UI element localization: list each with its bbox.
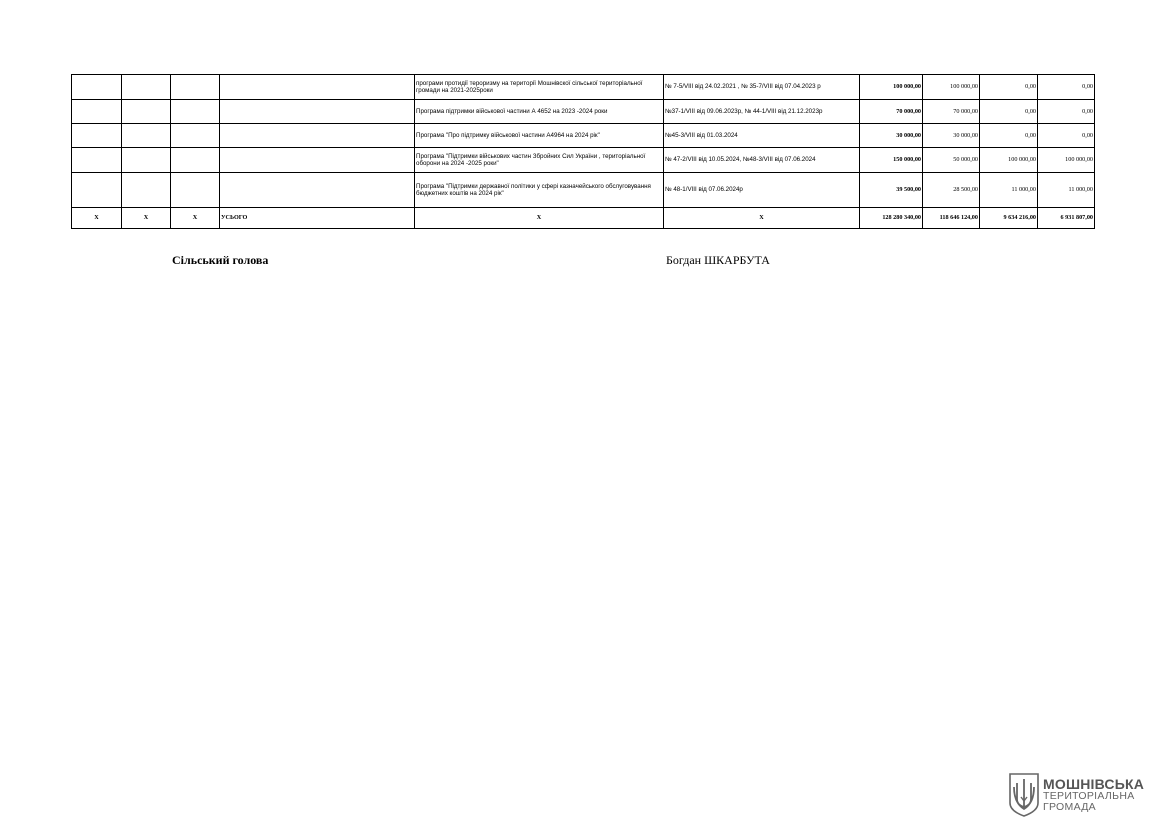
function-code-cell — [122, 173, 171, 208]
total-cell: 150 000,00 — [860, 148, 923, 173]
function-code-cell — [122, 148, 171, 173]
totals-row — [72, 208, 1095, 229]
logo-text — [1043, 777, 1144, 814]
totals-x-cell: X — [415, 208, 664, 229]
totals-x-cell: X — [72, 208, 122, 229]
general-fund-cell: 50 000,00 — [923, 148, 980, 173]
decision-cell: № 7-5/VIII від 24.02.2021 , № 35-7/VIII від 07.04.2023 р — [664, 75, 860, 100]
total-cell: 39 500,00 — [860, 173, 923, 208]
program-name-cell: Програма "Підтримки державної політики у сфері казначейського обслуговування бюджетних коштів на 2024 рік" — [415, 173, 664, 208]
decision-cell: № 47-2/VIII від 10.05.2024, №48-3/VIII від 07.06.2024 — [664, 148, 860, 173]
program-name-cell: програми протидії тероризму на території Мошнівскої сільської територіальної громади на 2021-2025роки — [415, 75, 664, 100]
program-code-cell — [72, 173, 122, 208]
special-fund-cell: 0,00 — [980, 75, 1038, 100]
general-fund-cell: 70 000,00 — [923, 100, 980, 124]
program-code-cell — [72, 75, 122, 100]
totals-label: УСЬОГО — [220, 208, 415, 229]
total-cell: 70 000,00 — [860, 100, 923, 124]
budget-name-cell — [220, 75, 415, 100]
logo-line-2: ТЕРИТОРІАЛЬНА — [1043, 790, 1135, 803]
logo-line-3: ГРОМАДА — [1043, 801, 1096, 814]
fkvkb-code-cell — [171, 75, 220, 100]
community-logo — [1009, 772, 1149, 818]
development-budget-cell: 0,00 — [1038, 100, 1095, 124]
grand-total-cell: 128 280 340,00 — [860, 208, 923, 229]
budget-name-cell — [220, 124, 415, 148]
signature-title: Сільський голова — [172, 253, 269, 267]
function-code-cell — [122, 75, 171, 100]
fkvkb-code-cell — [171, 148, 220, 173]
totals-x-cell: X — [664, 208, 860, 229]
general-fund-cell: 30 000,00 — [923, 124, 980, 148]
development-budget-total-cell: 6 931 807,00 — [1038, 208, 1095, 229]
program-code-cell — [72, 100, 122, 124]
special-fund-cell: 11 000,00 — [980, 173, 1038, 208]
total-cell: 30 000,00 — [860, 124, 923, 148]
special-fund-cell: 0,00 — [980, 124, 1038, 148]
budget-programs-table — [71, 74, 1095, 229]
development-budget-cell: 0,00 — [1038, 124, 1095, 148]
special-fund-cell: 100 000,00 — [980, 148, 1038, 173]
fkvkb-code-cell — [171, 124, 220, 148]
general-fund-cell: 100 000,00 — [923, 75, 980, 100]
general-fund-cell: 28 500,00 — [923, 173, 980, 208]
budget-name-cell — [220, 173, 415, 208]
fkvkb-code-cell — [171, 100, 220, 124]
table-row — [72, 124, 1095, 148]
decision-cell: № 48-1/VIII від 07.06.2024р — [664, 173, 860, 208]
development-budget-cell: 0,00 — [1038, 75, 1095, 100]
function-code-cell — [122, 100, 171, 124]
development-budget-cell: 11 000,00 — [1038, 173, 1095, 208]
signature-name: Богдан ШКАРБУТА — [666, 253, 770, 267]
decision-cell: №45-3/VIII від 01.03.2024 — [664, 124, 860, 148]
totals-x-cell: X — [171, 208, 220, 229]
total-cell: 100 000,00 — [860, 75, 923, 100]
budget-name-cell — [220, 148, 415, 173]
program-name-cell: Програма "Про підтримку військової частини А4964 на 2024 рік" — [415, 124, 664, 148]
fkvkb-code-cell — [171, 173, 220, 208]
table-row — [72, 148, 1095, 173]
table-row — [72, 75, 1095, 100]
program-code-cell — [72, 124, 122, 148]
totals-x-cell: X — [122, 208, 171, 229]
table-row — [72, 100, 1095, 124]
program-name-cell: Програма "Підтримки військових частин Збройних Сил України , територіальної оборони на 2024 -2025 роки" — [415, 148, 664, 173]
development-budget-cell: 100 000,00 — [1038, 148, 1095, 173]
general-fund-total-cell: 118 646 124,00 — [923, 208, 980, 229]
program-code-cell — [72, 148, 122, 173]
function-code-cell — [122, 124, 171, 148]
program-name-cell: Програма підтримки військової частини А 4652 на 2023 -2024 роки — [415, 100, 664, 124]
table-row — [72, 173, 1095, 208]
logo-line-1: МОШНІВСЬКА — [1043, 775, 1145, 792]
budget-name-cell — [220, 100, 415, 124]
trident-emblem-icon — [1009, 773, 1039, 817]
special-fund-total-cell: 9 634 216,00 — [980, 208, 1038, 229]
decision-cell: №37-1/VIII від 09.06.2023р, № 44-1/VIII від 21.12.2023р — [664, 100, 860, 124]
special-fund-cell: 0,00 — [980, 100, 1038, 124]
